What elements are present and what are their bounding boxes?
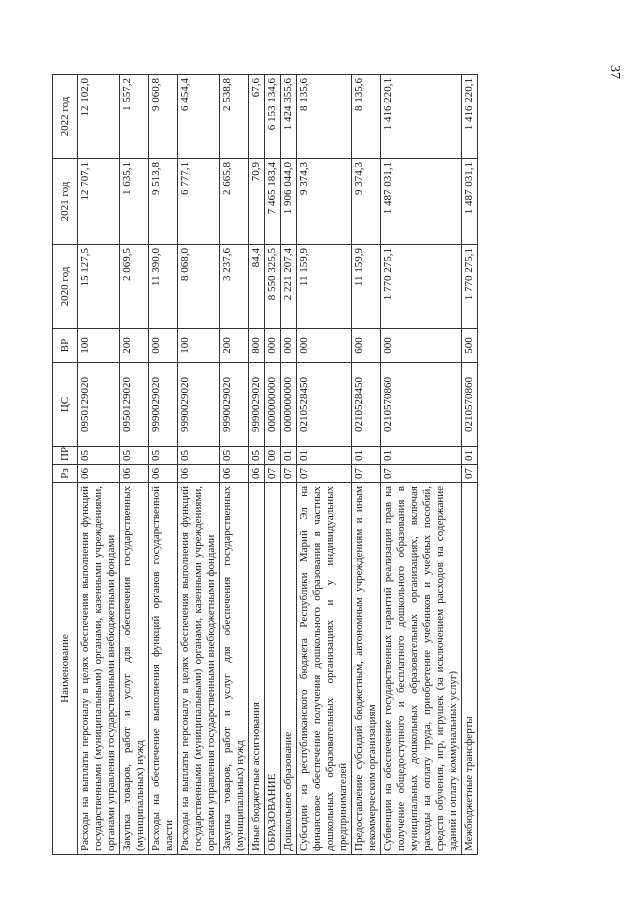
row-rz: 07 — [297, 465, 352, 483]
row-2020: 11 390,0 — [149, 245, 178, 329]
row-vr: 200 — [120, 329, 149, 363]
row-vr: 000 — [281, 329, 297, 363]
header-2021: 2021 год — [53, 159, 78, 245]
row-name: Иные бюджетные ассигнования — [249, 483, 265, 855]
row-2021: 9 374,3 — [297, 159, 352, 245]
row-pr: 01 — [381, 447, 462, 465]
row-name: Дошкольное образование — [281, 483, 297, 855]
row-2022: 2 538,8 — [220, 75, 249, 159]
row-2021: 2 665,8 — [220, 159, 249, 245]
table-row — [149, 75, 178, 855]
row-2022: 1 416 220,1 — [462, 75, 478, 159]
row-rz: 06 — [178, 465, 220, 483]
row-2022: 12 102,0 — [78, 75, 120, 159]
row-pr: 05 — [178, 447, 220, 465]
row-vr: 200 — [220, 329, 249, 363]
row-name: Субсидии из республиканского бюджета Республики Марий Эл на финансовое обеспечение получения дошкольного образования в частных дошкольных образовательных организациях и у индивидуальных предпринимателей — [297, 483, 352, 855]
row-2021: 6 777,1 — [178, 159, 220, 245]
row-cs: 0000000000 — [281, 363, 297, 447]
header-2020: 2020 год — [53, 245, 78, 329]
row-rz: 06 — [120, 465, 149, 483]
header-rz: Рз — [53, 465, 78, 483]
header-name: Наименование — [53, 483, 78, 855]
row-pr: 01 — [462, 447, 478, 465]
row-rz: 07 — [381, 465, 462, 483]
table-header-row — [53, 75, 78, 855]
row-cs: 9990029020 — [249, 363, 265, 447]
row-pr: 01 — [297, 447, 352, 465]
row-2022: 8 135,6 — [352, 75, 381, 159]
row-rz: 07 — [265, 465, 281, 483]
row-2020: 2 069,5 — [120, 245, 149, 329]
row-2021: 1 487 031,1 — [462, 159, 478, 245]
row-cs: 0000000000 — [265, 363, 281, 447]
row-name: Предоставление субсидий бюджетным, автономным учреждениям и иным некоммерческим организациям — [352, 483, 381, 855]
table-row — [352, 75, 381, 855]
row-2021: 1 487 031,1 — [381, 159, 462, 245]
row-rz: 07 — [462, 465, 478, 483]
row-2022: 8 135,6 — [297, 75, 352, 159]
table-row — [78, 75, 120, 855]
row-pr: 01 — [352, 447, 381, 465]
row-name: Закупка товаров, работ и услуг для обеспечения государственных (муниципальных) нужд — [120, 483, 149, 855]
table-row — [249, 75, 265, 855]
row-pr: 05 — [220, 447, 249, 465]
row-cs: 0950129020 — [78, 363, 120, 447]
table-row — [281, 75, 297, 855]
row-vr: 000 — [381, 329, 462, 363]
row-2022: 6 153 134,6 — [265, 75, 281, 159]
row-2020: 84,4 — [249, 245, 265, 329]
rotated-table-container — [52, 75, 612, 855]
row-cs: 0210528450 — [297, 363, 352, 447]
row-2020: 11 159,9 — [297, 245, 352, 329]
row-name: Расходы на выплаты персоналу в целях обеспечения выполнения функций государственными (муниципальными) органами, казенными учреждениями, органами управления государственными внебюджетными фондами — [178, 483, 220, 855]
header-cs: ЦС — [53, 363, 78, 447]
row-2020: 15 127,5 — [78, 245, 120, 329]
table-row — [297, 75, 352, 855]
header-pr: ПР — [53, 447, 78, 465]
table-row — [381, 75, 462, 855]
table-row — [265, 75, 281, 855]
row-2022: 67,6 — [249, 75, 265, 159]
row-rz: 06 — [149, 465, 178, 483]
row-vr: 100 — [78, 329, 120, 363]
row-name: Закупка товаров, работ и услуг для обеспечения государственных (муниципальных) нужд — [220, 483, 249, 855]
row-rz: 07 — [352, 465, 381, 483]
budget-table — [52, 74, 478, 855]
row-2021: 9 374,3 — [352, 159, 381, 245]
row-cs: 9990029020 — [149, 363, 178, 447]
row-2021: 70,9 — [249, 159, 265, 245]
page-number: 37 — [607, 65, 622, 79]
row-rz: 06 — [78, 465, 120, 483]
row-cs: 9990029020 — [220, 363, 249, 447]
row-name: Субвенции на обеспечение государственных гарантий реализации прав на получение общедоступного и бесплатного дошкольного образования в муниципальных дошкольных образовательных организациях, включая расходы на оплату труда, приобретение учебников и учебных пособий, средств обучения, игр, игрушек (за исключением расходов на содержание зданий и оплату коммунальных услуг) — [381, 483, 462, 855]
row-name: Расходы на обеспечение выполнения функций органов государственной власти — [149, 483, 178, 855]
row-2020: 1 770 275,1 — [381, 245, 462, 329]
row-vr: 000 — [265, 329, 281, 363]
row-name: Расходы на выплаты персоналу в целях обеспечения выполнения функций государственными (муниципальными) органами, казенными учреждениями, органами управления государственными внебюджетными фондами — [78, 483, 120, 855]
row-name: ОБРАЗОВАНИЕ — [265, 483, 281, 855]
row-2021: 7 465 183,4 — [265, 159, 281, 245]
row-2020: 11 159,9 — [352, 245, 381, 329]
row-vr: 800 — [249, 329, 265, 363]
row-cs: 0210528450 — [352, 363, 381, 447]
row-cs: 0210570860 — [381, 363, 462, 447]
row-2021: 12 707,1 — [78, 159, 120, 245]
row-cs: 0210570860 — [462, 363, 478, 447]
row-2022: 9 060,8 — [149, 75, 178, 159]
row-pr: 01 — [281, 447, 297, 465]
row-2020: 3 237,6 — [220, 245, 249, 329]
row-2022: 6 454,4 — [178, 75, 220, 159]
row-vr: 500 — [462, 329, 478, 363]
row-2022: 1 424 355,6 — [281, 75, 297, 159]
row-vr: 100 — [178, 329, 220, 363]
row-2022: 1 416 220,1 — [381, 75, 462, 159]
row-vr: 000 — [297, 329, 352, 363]
row-pr: 05 — [249, 447, 265, 465]
row-2021: 1 906 044,0 — [281, 159, 297, 245]
row-pr: 05 — [149, 447, 178, 465]
table-row — [120, 75, 149, 855]
row-pr: 05 — [120, 447, 149, 465]
row-2020: 8 068,0 — [178, 245, 220, 329]
row-pr: 00 — [265, 447, 281, 465]
row-vr: 600 — [352, 329, 381, 363]
row-rz: 06 — [220, 465, 249, 483]
row-vr: 000 — [149, 329, 178, 363]
header-2022: 2022 год — [53, 75, 78, 159]
table-row — [178, 75, 220, 855]
row-2021: 1 635,1 — [120, 159, 149, 245]
header-vr: ВР — [53, 329, 78, 363]
row-2020: 2 221 207,4 — [281, 245, 297, 329]
row-2022: 1 557,2 — [120, 75, 149, 159]
row-pr: 05 — [78, 447, 120, 465]
row-cs: 0950129020 — [120, 363, 149, 447]
row-name: Межбюджетные трансферты — [462, 483, 478, 855]
row-rz: 07 — [281, 465, 297, 483]
row-2020: 1 770 275,1 — [462, 245, 478, 329]
table-row — [220, 75, 249, 855]
table-row — [462, 75, 478, 855]
row-cs: 9990029020 — [178, 363, 220, 447]
row-rz: 06 — [249, 465, 265, 483]
row-2021: 9 513,8 — [149, 159, 178, 245]
row-2020: 8 550 325,5 — [265, 245, 281, 329]
